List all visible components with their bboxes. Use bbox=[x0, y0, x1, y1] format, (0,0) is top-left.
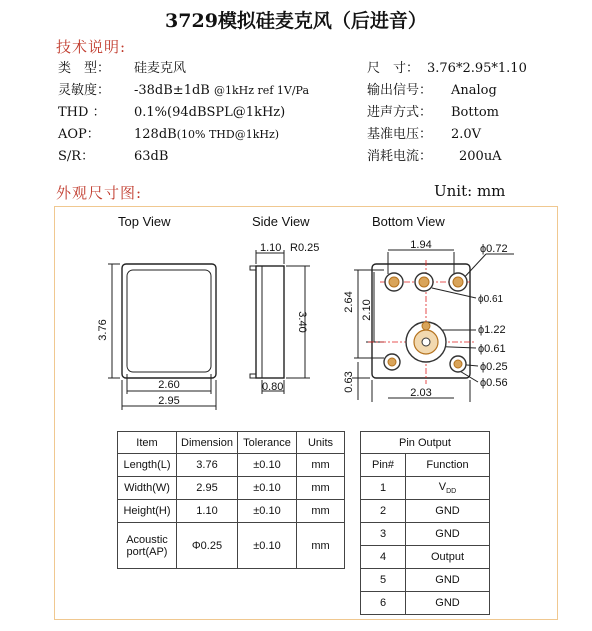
spec-value: 3.76*2.95*1.10 bbox=[427, 61, 527, 76]
table-row bbox=[361, 523, 490, 546]
page-title: 3729模拟硅麦克风（后进音） bbox=[165, 10, 427, 32]
pad-5-inner bbox=[388, 358, 396, 366]
dim-bot-d061a: ϕ0.61 bbox=[478, 294, 504, 305]
unit-label: Unit: mm bbox=[434, 182, 506, 200]
table-cell: GND bbox=[406, 500, 490, 523]
via-top bbox=[422, 322, 430, 330]
side-view-lip bbox=[250, 266, 256, 270]
spec-value: 128dB bbox=[134, 127, 177, 142]
spec-value: 硅麦克风 bbox=[134, 61, 187, 76]
table-header: Function bbox=[406, 454, 490, 477]
label-top-view: Top View bbox=[118, 214, 171, 229]
spec-key: 进声方式： bbox=[367, 105, 433, 120]
dim-bot-d061b: ϕ0.61 bbox=[478, 343, 506, 355]
side-view-body bbox=[256, 266, 284, 378]
table-cell: 5 bbox=[361, 569, 406, 592]
table-row bbox=[361, 546, 490, 569]
spec-key: 消耗电流： bbox=[367, 149, 433, 164]
table-cell bbox=[406, 477, 490, 500]
table-cell: mm bbox=[297, 454, 345, 477]
table-row bbox=[361, 592, 490, 615]
table-cell: ±0.10 bbox=[238, 477, 297, 500]
table-cell: 6 bbox=[361, 592, 406, 615]
spec-key: 尺 寸： bbox=[367, 61, 420, 76]
dim-bot-height2: 2.10 bbox=[361, 299, 373, 321]
table-cell: Φ0.25 bbox=[177, 523, 238, 569]
dim-bot-height1: 2.64 bbox=[343, 291, 355, 313]
pin-function: V bbox=[438, 480, 447, 493]
table-header: Units bbox=[297, 432, 345, 454]
dim-side-height: 3.40 bbox=[296, 311, 308, 333]
spec-note: (10% THD@1kHz) bbox=[176, 128, 280, 141]
table-cell: 1 bbox=[361, 477, 406, 500]
pin-function-subscript: DD bbox=[446, 488, 457, 496]
spec-value: Analog bbox=[451, 83, 497, 98]
table-cell: ±0.10 bbox=[238, 500, 297, 523]
table-row bbox=[118, 477, 345, 500]
label-bottom-view: Bottom View bbox=[372, 214, 445, 229]
table-cell: GND bbox=[406, 523, 490, 546]
table-header: Pin# bbox=[361, 454, 406, 477]
spec-key: 基准电压： bbox=[367, 127, 433, 142]
side-view-lip bbox=[250, 374, 256, 378]
spec-value: 0.1%(94dBSPL@1kHz) bbox=[134, 105, 286, 120]
spec-key: THD ： bbox=[58, 105, 106, 120]
spec-value: Bottom bbox=[451, 105, 499, 120]
spec-key: 灵敏度： bbox=[58, 83, 111, 98]
dim-bot-pad-dia: ϕ0.72 bbox=[480, 243, 508, 255]
table-row bbox=[361, 569, 490, 592]
table-cell: mm bbox=[297, 477, 345, 500]
table-cell: mm bbox=[297, 523, 345, 569]
spec-value: 2.0V bbox=[451, 127, 482, 142]
pad-1-inner bbox=[389, 277, 399, 287]
dim-bot-width: 2.03 bbox=[410, 387, 432, 399]
pin-output-table bbox=[360, 431, 490, 615]
dim-top-height: 3.76 bbox=[97, 319, 109, 341]
spec-value: 200uA bbox=[459, 149, 502, 164]
table-cell: 3 bbox=[361, 523, 406, 546]
table-cell: GND bbox=[406, 592, 490, 615]
dim-side-radius: R0.25 bbox=[290, 242, 320, 254]
dim-bot-d056: ϕ0.56 bbox=[480, 377, 508, 389]
dim-bot-left: 0.63 bbox=[343, 371, 355, 393]
table-cell: Length(L) bbox=[118, 454, 177, 477]
table-cell: ±0.10 bbox=[238, 523, 297, 569]
spec-key: 输出信号： bbox=[367, 83, 433, 98]
table-row bbox=[118, 523, 345, 569]
dim-bot-d025: ϕ0.25 bbox=[480, 361, 508, 373]
dim-side-top: 1.10 bbox=[260, 242, 282, 254]
table-cell: mm bbox=[297, 500, 345, 523]
table-cell: Width(W) bbox=[118, 477, 177, 500]
table-header: Item bbox=[118, 432, 177, 454]
table-cell: 4 bbox=[361, 546, 406, 569]
table-cell: 2 bbox=[361, 500, 406, 523]
dim-top-width: 2.95 bbox=[158, 395, 180, 407]
spec-value: 63dB bbox=[134, 149, 169, 164]
drawing-heading: 外观尺寸图: bbox=[56, 184, 143, 202]
table-header-row bbox=[118, 432, 345, 454]
spec-key: 类 型： bbox=[58, 61, 111, 76]
dim-side-bottom: 0.80 bbox=[262, 381, 284, 393]
label-side-view: Side View bbox=[252, 214, 310, 229]
spec-key: S/R： bbox=[58, 149, 95, 164]
table-row bbox=[118, 500, 345, 523]
table-header-row bbox=[361, 454, 490, 477]
table-cell: GND bbox=[406, 569, 490, 592]
dim-bot-pad-span: 1.94 bbox=[410, 239, 432, 251]
table-title: Pin Output bbox=[361, 432, 490, 454]
table-title-row bbox=[361, 432, 490, 454]
top-view-lid bbox=[127, 270, 211, 372]
dim-bot-d122: ϕ1.22 bbox=[478, 324, 506, 336]
acoustic-port-hole bbox=[422, 338, 430, 346]
table-cell: Output bbox=[406, 546, 490, 569]
pad-2-inner bbox=[419, 277, 429, 287]
dim-top-inner-width: 2.60 bbox=[158, 379, 180, 391]
spec-key: AOP： bbox=[58, 127, 100, 142]
table-cell: 3.76 bbox=[177, 454, 238, 477]
dimension-table bbox=[117, 431, 345, 569]
table-cell: 2.95 bbox=[177, 477, 238, 500]
table-row bbox=[361, 477, 490, 500]
tech-heading: 技术说明: bbox=[56, 38, 127, 56]
spec-value: -38dB±1dB bbox=[134, 83, 210, 98]
table-cell: ±0.10 bbox=[238, 454, 297, 477]
pads bbox=[384, 273, 467, 372]
pad-3-inner bbox=[453, 277, 463, 287]
table-header: Tolerance bbox=[238, 432, 297, 454]
table-cell: Acoustic port(AP) bbox=[118, 523, 177, 569]
table-row bbox=[118, 454, 345, 477]
table-cell: Height(H) bbox=[118, 500, 177, 523]
top-view-outline bbox=[122, 264, 216, 378]
table-header: Dimension bbox=[177, 432, 238, 454]
table-row bbox=[361, 500, 490, 523]
table-cell: 1.10 bbox=[177, 500, 238, 523]
pad-6-inner bbox=[454, 360, 462, 368]
spec-note: @1kHz ref 1V/Pa bbox=[214, 84, 309, 97]
